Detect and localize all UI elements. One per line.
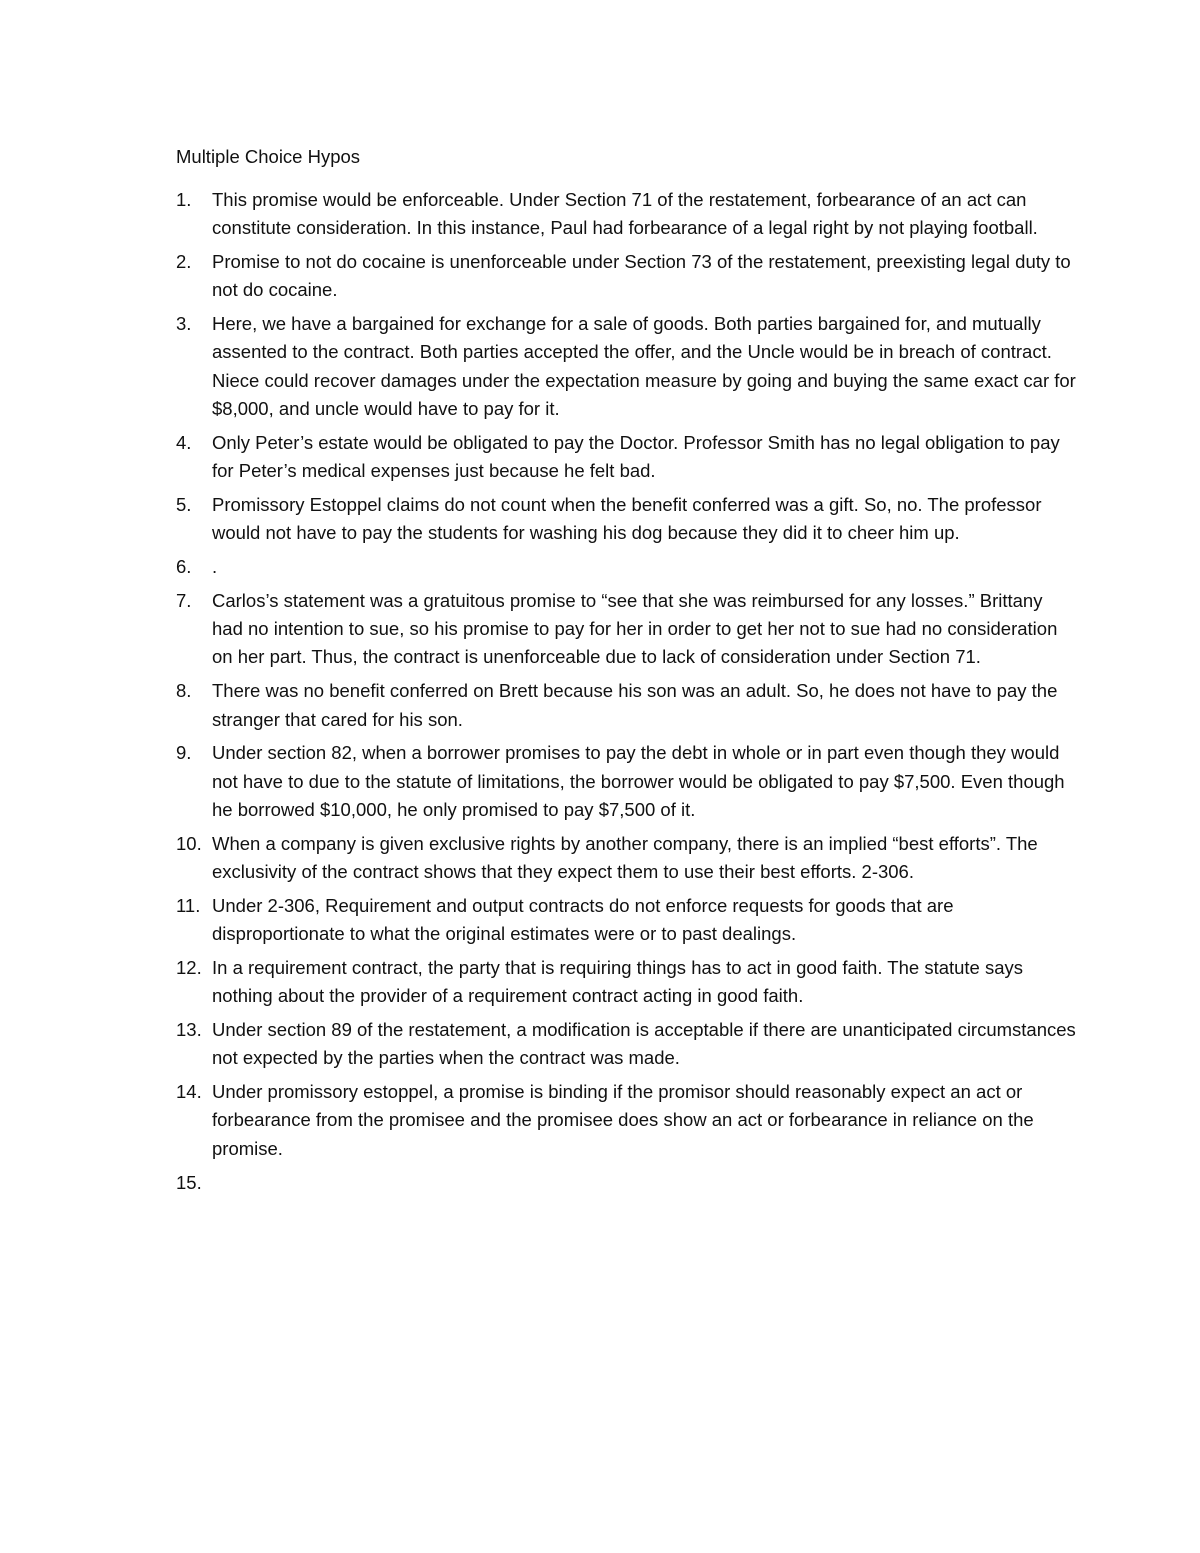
list-item: [176, 954, 1076, 1011]
item-number: 14.: [176, 1081, 202, 1103]
item-text: Only Peter’s estate would be obligated to pay the Doctor. Professor Smith has no legal obligation to pay for Peter’s medical expenses just because he felt bad.: [212, 431, 1060, 482]
list-item: [176, 248, 1076, 305]
item-number: 6.: [176, 556, 192, 578]
item-number: 5.: [176, 493, 192, 515]
item-number: 7.: [176, 589, 192, 611]
item-number: 9.: [176, 742, 192, 764]
list-item: [176, 587, 1076, 672]
item-number: 12.: [176, 956, 202, 978]
item-text: Under section 89 of the restatement, a modification is acceptable if there are unanticipated circumstances not expected by the parties when the contract was made.: [212, 1019, 1076, 1069]
answer-list: [176, 186, 1076, 1202]
item-text: When a company is given exclusive rights by another company, there is an implied “best efforts”. The exclusivity of the contract shows that they expect them to use their best efforts. 2-306.: [212, 832, 1038, 883]
item-number: 8.: [176, 680, 192, 702]
item-text: There was no benefit conferred on Brett because his son was an adult. So, he does not have to pay the stranger that cared for his son.: [212, 680, 1058, 730]
item-number: 3.: [176, 313, 192, 335]
list-item: [176, 491, 1076, 548]
list-item: [176, 1016, 1076, 1073]
list-item: [176, 830, 1076, 887]
item-number: 11.: [176, 894, 201, 916]
list-item: [176, 553, 1076, 581]
item-text: [212, 1169, 1076, 1197]
item-text: Carlos’s statement was a gratuitous promise to “see that she was reimbursed for any losses.” Brittany had no intention to sue, so his promise to pay for her in order to get her not to sue had no consideration on her part. Thus, the contract is unenforceable due to lack of consideration under Section 71.: [212, 589, 1058, 668]
item-text: In a requirement contract, the party that is requiring things has to act in good faith. The statute says nothing about the provider of a requirement contract acting in good faith.: [212, 956, 1024, 1007]
list-item: [176, 1078, 1076, 1163]
item-text: Under promissory estoppel, a promise is binding if the promisor should reasonably expect an act or forbearance from the promisee and the promisee does show an act or forbearance in reliance on the promise.: [212, 1081, 1034, 1159]
list-item: [176, 892, 1076, 949]
list-item: [176, 186, 1076, 243]
item-number: 10.: [176, 832, 202, 854]
list-item: [176, 1169, 1076, 1197]
list-item: [176, 429, 1076, 486]
list-item: [176, 739, 1076, 824]
item-text: Under section 82, when a borrower promises to pay the debt in whole or in part even though they would not have to due to the statute of limitations, the borrower would be obligated to pay $7,500. Even though he borrowed $10,000, he only promised to pay $7,500 of it.: [212, 742, 1065, 820]
item-text: Under 2-306, Requirement and output contracts do not enforce requests for goods that are disproportionate to what the original estimates were or to past dealings.: [212, 894, 954, 945]
item-text: Here, we have a bargained for exchange for a sale of goods. Both parties bargained for, and mutually assented to the contract. Both parties accepted the offer, and the Uncle would be in breach of contract. Niece could recover damages under the expectation measure by going and buying the same exact car for $8,000, and uncle would have to pay for it.: [212, 313, 1076, 420]
list-item: [176, 677, 1076, 734]
item-text: This promise would be enforceable. Under Section 71 of the restatement, forbearance of an act can constitute consideration. In this instance, Paul had forbearance of a legal right by not playing football.: [212, 189, 1038, 239]
item-number: 1.: [176, 189, 192, 210]
item-number: 15.: [176, 1171, 202, 1193]
item-number: 13.: [176, 1019, 202, 1041]
document-title: Multiple Choice Hypos: [176, 146, 361, 167]
item-text: Promissory Estoppel claims do not count when the benefit conferred was a gift. So, no. The professor would not have to pay the students for washing his dog because they did it to cheer him up.: [212, 493, 1042, 544]
item-number: 2.: [176, 251, 192, 273]
item-text: Promise to not do cocaine is unenforceable under Section 73 of the restatement, preexisting legal duty to not do cocaine.: [212, 251, 1071, 301]
list-item: [176, 310, 1076, 423]
item-text: .: [212, 556, 218, 578]
item-number: 4.: [176, 431, 192, 453]
